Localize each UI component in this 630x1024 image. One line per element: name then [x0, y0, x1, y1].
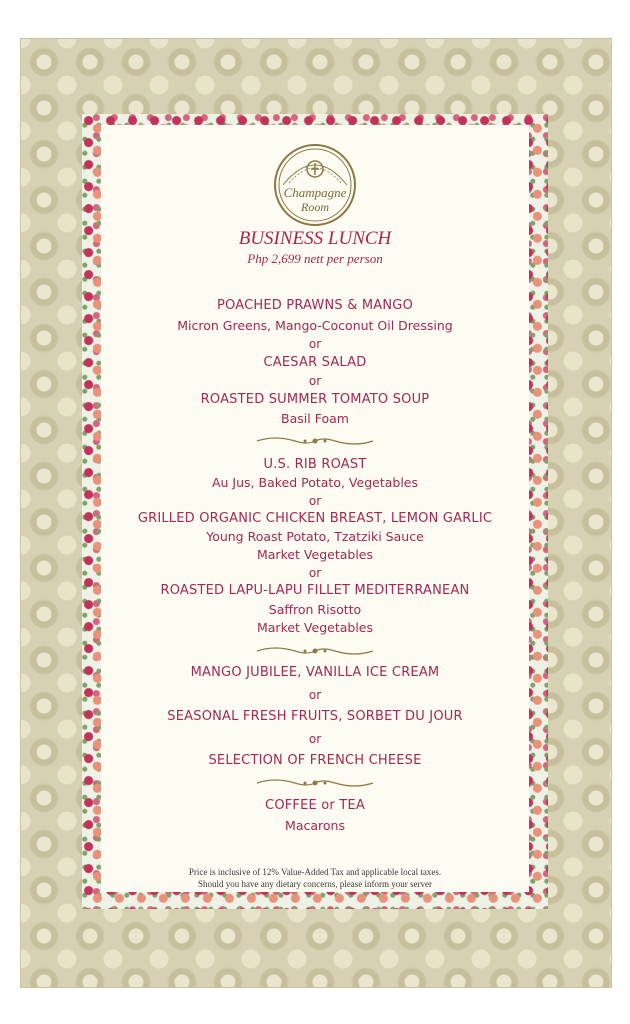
or-text: or [308, 688, 322, 702]
dessert-3: SELECTION OF FRENCH CHEESE [208, 753, 422, 768]
champagne-room-logo [273, 143, 357, 227]
beverage-desc: Macarons [285, 818, 345, 833]
main-3-desc-1: Saffron Risotto [268, 602, 362, 617]
or-text: or [308, 337, 322, 351]
beverage: COFFEE or TEA [265, 798, 365, 813]
starter-2: CAESAR SALAD [263, 355, 367, 370]
main-3-desc-2: Market Vegetables [256, 620, 373, 635]
starter-3: ROASTED SUMMER TOMATO SOUP [200, 392, 430, 407]
menu-price: Php 2,699 nett per person [247, 251, 383, 266]
main-2: GRILLED ORGANIC CHICKEN BREAST, LEMON GARLIC [137, 511, 493, 526]
ornamental-divider-icon [255, 777, 375, 789]
main-3: ROASTED LAPU-LAPU FILLET MEDITERRANEAN [160, 583, 470, 598]
ornamental-divider-icon [255, 645, 375, 657]
dessert-2: SEASONAL FRESH FRUITS, SORBET DU JOUR [167, 709, 463, 724]
or-text: or [308, 494, 322, 508]
logo-line1: Champagne [283, 185, 347, 200]
main-1-desc: Au Jus, Baked Potato, Vegetables [211, 475, 418, 490]
main-2-desc-1: Young Roast Potato, Tzatziki Sauce [206, 529, 424, 544]
starter-1: POACHED PRAWNS & MANGO [216, 298, 414, 313]
or-text: or [308, 732, 322, 746]
footer-note-2: Should you have any dietary concerns, please inform your server [198, 879, 432, 889]
main-1: U.S. RIB ROAST [263, 457, 367, 472]
starter-1-desc: Micron Greens, Mango-Coconut Oil Dressing [177, 318, 453, 333]
or-text: or [308, 374, 322, 388]
menu-title: BUSINESS LUNCH [238, 228, 392, 249]
starter-3-desc: Basil Foam [281, 411, 349, 426]
dessert-1: MANGO JUBILEE, VANILLA ICE CREAM [190, 665, 440, 680]
or-text: or [308, 566, 322, 580]
ornamental-divider-icon [255, 435, 375, 447]
logo-line2: Room [301, 200, 329, 214]
main-2-desc-2: Market Vegetables [256, 547, 373, 562]
footer-note-1: Price is inclusive of 12% Value-Added Tax and applicable local taxes. [188, 867, 442, 877]
